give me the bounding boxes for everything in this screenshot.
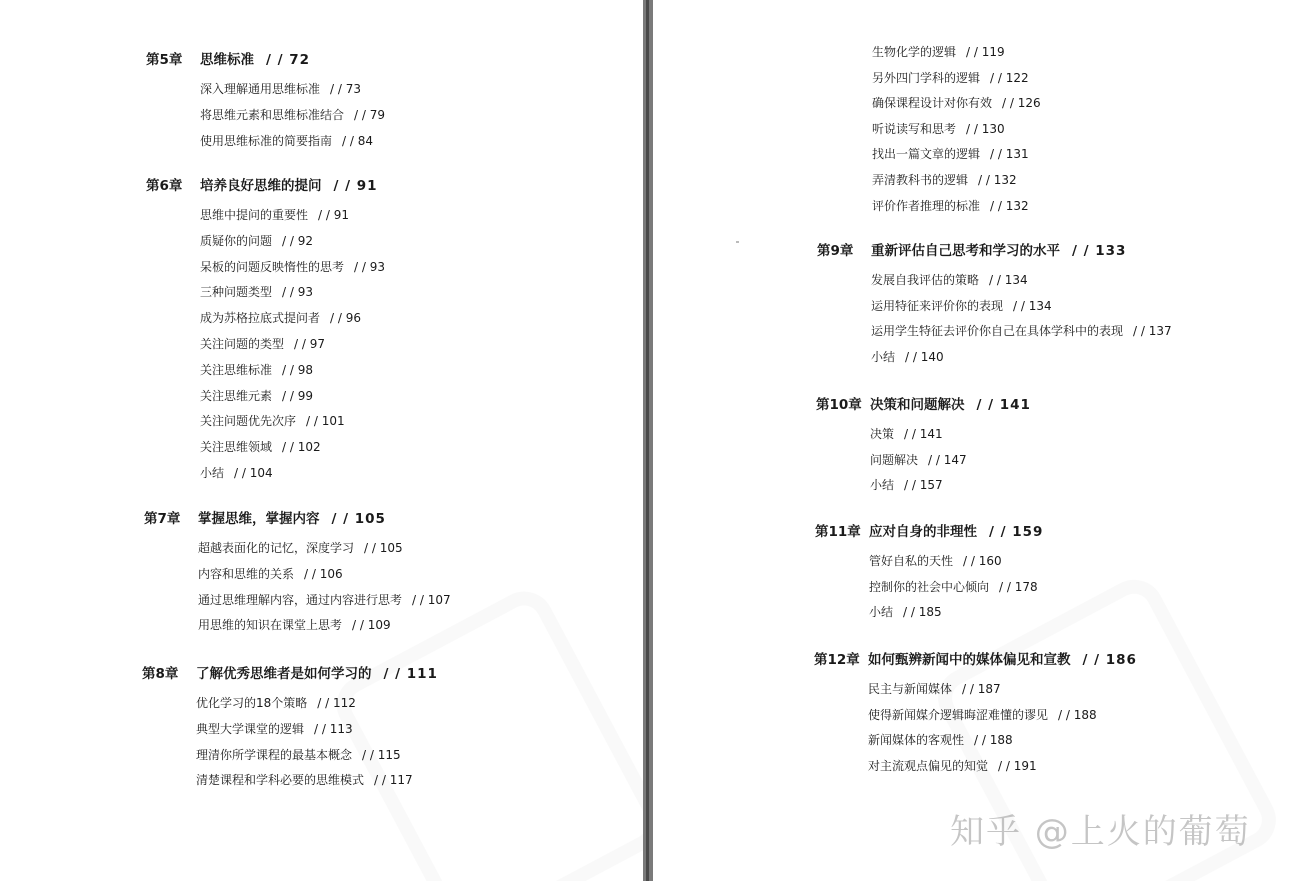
entry-page-number: / / 132 <box>990 198 1029 213</box>
chapter-title: 决策和问题解决 <box>870 397 965 413</box>
entry-page-number: / / 73 <box>330 82 361 96</box>
entry-page-number: / / 188 <box>1058 707 1097 722</box>
toc-entry <box>200 310 361 326</box>
page-gutter <box>643 0 653 881</box>
chapter-number: 第12章 <box>814 652 860 668</box>
toc-entry <box>200 439 321 455</box>
entry-title: 弄清教科书的逻辑 <box>872 173 969 187</box>
entry-page-number: / / 134 <box>1013 298 1052 313</box>
chapter-page-number: / / 72 <box>266 52 311 68</box>
toc-entry <box>198 540 403 556</box>
toc-entry <box>872 198 1029 214</box>
entry-page-number: / / 117 <box>374 773 413 788</box>
toc-entry <box>200 284 313 300</box>
toc-entry <box>870 477 943 493</box>
entry-title: 优化学习的18个策略 <box>196 696 308 710</box>
toc-entry <box>200 362 313 378</box>
scan-speck <box>736 241 739 243</box>
entry-title: 质疑你的问题 <box>200 233 273 248</box>
toc-entry <box>198 592 451 608</box>
toc-entry <box>868 732 1013 748</box>
toc-entry <box>200 233 313 249</box>
entry-page-number: / / 185 <box>903 605 942 620</box>
toc-entry <box>196 721 353 737</box>
entry-page-number: / / 141 <box>904 427 943 441</box>
chapter-page-number: / / 141 <box>976 397 1031 413</box>
entry-title: 小结 <box>870 478 895 493</box>
chapter-page-number: / / 111 <box>383 666 438 682</box>
chapter-page-number: / / 105 <box>331 511 386 527</box>
chapter-number: 第5章 <box>146 52 183 68</box>
toc-entry <box>872 95 1041 111</box>
toc-entry <box>196 747 401 763</box>
entry-title: 理清你所学课程的最基本概念 <box>196 747 353 762</box>
entry-title: 使用思维标准的简要指南 <box>200 133 333 148</box>
entry-page-number: / / 105 <box>364 541 403 555</box>
chapter-heading <box>146 177 378 195</box>
chapter-page-number: / / 186 <box>1082 652 1137 668</box>
chapter-heading <box>146 51 310 69</box>
entry-title: 使得新闻媒介逻辑晦涩难懂的谬见 <box>868 707 1049 722</box>
entry-title: 成为苏格拉底式提问者 <box>200 311 321 326</box>
entry-page-number: / / 93 <box>282 285 313 300</box>
entry-page-number: / / 93 <box>354 259 385 274</box>
chapter-page-number: / / 159 <box>989 524 1044 540</box>
toc-entry <box>870 426 943 442</box>
entry-title: 小结 <box>200 466 225 480</box>
entry-page-number: / / 187 <box>962 682 1001 696</box>
toc-entry <box>868 707 1097 723</box>
entry-page-number: / / 134 <box>989 273 1028 287</box>
toc-entry <box>200 81 361 97</box>
toc-entry <box>869 553 1002 569</box>
entry-page-number: / / 140 <box>905 349 944 364</box>
entry-title: 关注思维领域 <box>200 440 273 455</box>
toc-entry <box>868 758 1037 774</box>
chapter-title: 培养良好思维的提问 <box>200 178 322 194</box>
entry-title: 新闻媒体的客观性 <box>868 733 965 748</box>
entry-page-number: / / 131 <box>990 147 1029 162</box>
entry-title: 小结 <box>871 349 896 364</box>
chapter-heading <box>816 396 1031 414</box>
entry-title: 关注思维元素 <box>200 388 273 403</box>
entry-page-number: / / 92 <box>282 233 313 248</box>
entry-title: 听说读写和思考 <box>872 121 957 136</box>
entry-title: 呆板的问题反映惰性的思考 <box>200 259 345 274</box>
entry-title: 思维中提问的重要性 <box>200 208 309 222</box>
chapter-heading <box>815 523 1043 541</box>
entry-page-number: / / 84 <box>342 133 373 148</box>
toc-entry <box>872 172 1017 188</box>
toc-entry <box>200 133 373 149</box>
entry-title: 生物化学的逻辑 <box>872 45 957 59</box>
entry-title: 民主与新闻媒体 <box>868 682 953 696</box>
toc-entry <box>872 70 1029 86</box>
entry-page-number: / / 113 <box>314 721 353 736</box>
left-page <box>0 0 643 881</box>
toc-entry <box>868 681 1001 697</box>
toc-entry <box>196 772 413 788</box>
toc-entry <box>870 452 967 468</box>
entry-title: 另外四门学科的逻辑 <box>872 70 981 85</box>
toc-entry <box>198 617 391 633</box>
entry-title: 典型大学课堂的逻辑 <box>196 721 305 736</box>
chapter-page-number: / / 91 <box>333 178 378 194</box>
entry-page-number: / / 112 <box>317 696 356 710</box>
entry-title: 清楚课程和学科必要的思维模式 <box>196 773 365 788</box>
toc-entry <box>871 298 1052 314</box>
entry-title: 评价作者推理的标准 <box>872 198 981 213</box>
entry-title: 对主流观点偏见的知觉 <box>868 758 989 773</box>
entry-title: 决策 <box>870 427 895 441</box>
entry-title: 确保课程设计对你有效 <box>872 96 993 111</box>
chapter-heading <box>814 651 1137 669</box>
entry-title: 用思维的知识在课堂上思考 <box>198 618 343 633</box>
entry-title: 找出一篇文章的逻辑 <box>872 147 981 162</box>
chapter-title: 思维标准 <box>200 52 254 68</box>
toc-entry <box>200 465 273 481</box>
toc-entry <box>872 44 1005 60</box>
entry-title: 管好自私的天性 <box>869 554 954 568</box>
entry-page-number: / / 102 <box>282 440 321 455</box>
toc-entry <box>872 146 1029 162</box>
zhihu-watermark: 知乎 @上火的葡萄 <box>950 812 1251 852</box>
entry-page-number: / / 137 <box>1133 324 1172 339</box>
toc-entry <box>200 413 345 429</box>
entry-page-number: / / 191 <box>998 758 1037 773</box>
entry-title: 三种问题类型 <box>200 285 273 300</box>
entry-page-number: / / 188 <box>974 733 1013 748</box>
chapter-title: 掌握思维，掌握内容 <box>198 511 320 527</box>
entry-page-number: / / 107 <box>412 592 451 607</box>
entry-title: 关注问题的类型 <box>200 337 285 351</box>
entry-page-number: / / 96 <box>330 311 361 326</box>
entry-page-number: / / 119 <box>966 45 1005 59</box>
chapter-heading <box>144 510 386 528</box>
entry-page-number: / / 99 <box>282 388 313 403</box>
toc-entry <box>871 349 944 365</box>
toc-entry <box>871 272 1028 288</box>
toc-entry <box>200 388 313 404</box>
entry-page-number: / / 132 <box>978 173 1017 187</box>
toc-entry <box>871 323 1172 339</box>
entry-title: 运用学生特征去评价你自己在具体学科中的表现 <box>871 324 1124 339</box>
entry-page-number: / / 178 <box>999 579 1038 594</box>
entry-title: 关注问题优先次序 <box>200 414 297 429</box>
entry-title: 问题解决 <box>870 452 919 467</box>
toc-entry <box>200 259 385 275</box>
toc-entry <box>869 579 1038 595</box>
chapter-title: 重新评估自己思考和学习的水平 <box>871 243 1060 259</box>
entry-title: 通过思维理解内容，通过内容进行思考 <box>198 592 403 607</box>
entry-title: 内容和思维的关系 <box>198 566 295 581</box>
entry-page-number: / / 160 <box>963 554 1002 568</box>
chapter-title: 了解优秀思维者是如何学习的 <box>196 666 372 682</box>
toc-entry <box>198 566 343 582</box>
chapter-number: 第10章 <box>816 397 862 413</box>
entry-title: 深入理解通用思维标准 <box>200 82 321 96</box>
entry-title: 关注思维标准 <box>200 362 273 377</box>
toc-entry <box>200 107 385 123</box>
chapter-number: 第6章 <box>146 178 183 194</box>
entry-title: 超越表面化的记忆，深度学习 <box>198 541 355 555</box>
chapter-number: 第9章 <box>817 243 854 259</box>
toc-entry <box>196 695 356 711</box>
entry-page-number: / / 130 <box>966 121 1005 136</box>
toc-entry <box>200 207 349 223</box>
entry-page-number: / / 147 <box>928 452 967 467</box>
entry-page-number: / / 97 <box>294 337 325 351</box>
chapter-number: 第8章 <box>142 666 179 682</box>
toc-entry <box>869 604 942 620</box>
entry-page-number: / / 157 <box>904 478 943 493</box>
entry-title: 发展自我评估的策略 <box>871 273 980 287</box>
entry-page-number: / / 109 <box>352 618 391 633</box>
entry-page-number: / / 122 <box>990 70 1029 85</box>
entry-page-number: / / 98 <box>282 362 313 377</box>
entry-page-number: / / 106 <box>304 566 343 581</box>
right-page <box>653 0 1301 881</box>
chapter-number: 第11章 <box>815 524 861 540</box>
entry-page-number: / / 104 <box>234 466 273 480</box>
toc-entry <box>872 121 1005 137</box>
chapter-number: 第7章 <box>144 511 181 527</box>
entry-title: 控制你的社会中心倾向 <box>869 579 990 594</box>
entry-page-number: / / 115 <box>362 747 401 762</box>
chapter-title: 如何甄辨新闻中的媒体偏见和宣教 <box>868 652 1071 668</box>
entry-page-number: / / 101 <box>306 414 345 429</box>
toc-entry <box>200 336 325 352</box>
entry-title: 将思维元素和思维标准结合 <box>200 107 345 122</box>
entry-page-number: / / 91 <box>318 208 349 222</box>
chapter-heading <box>142 665 438 683</box>
entry-page-number: / / 126 <box>1002 96 1041 111</box>
chapter-title: 应对自身的非理性 <box>869 524 977 540</box>
entry-title: 小结 <box>869 605 894 620</box>
chapter-heading <box>817 242 1126 260</box>
entry-page-number: / / 79 <box>354 107 385 122</box>
chapter-page-number: / / 133 <box>1072 243 1127 259</box>
entry-title: 运用特征来评价你的表现 <box>871 298 1004 313</box>
